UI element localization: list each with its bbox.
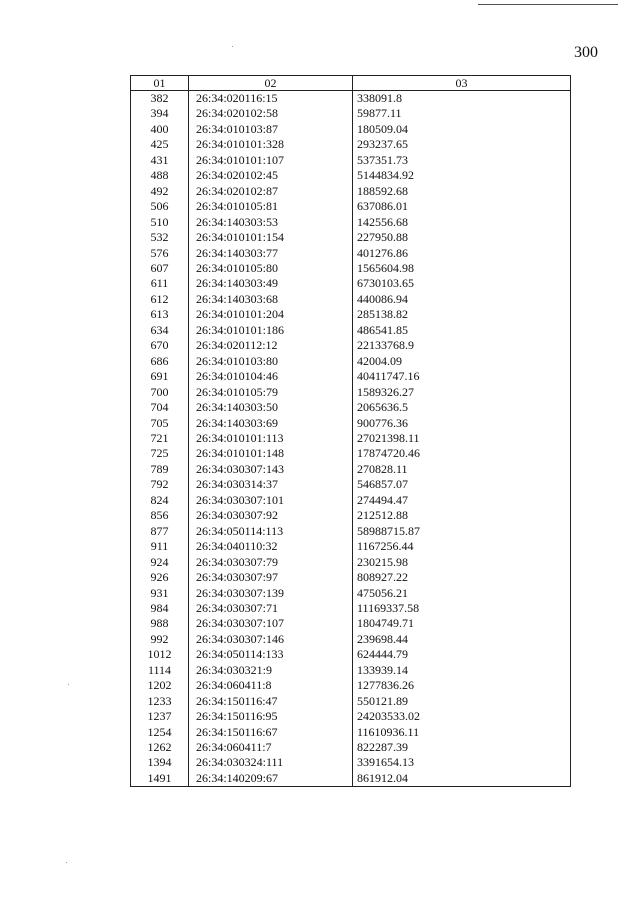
cadastral-number-cell: 26:34:010103:80 xyxy=(189,354,353,369)
table-row xyxy=(131,199,571,214)
table-row xyxy=(131,261,571,276)
cadastral-number-cell: 26:34:020116:15 xyxy=(189,91,353,107)
table-row xyxy=(131,647,571,662)
table-row xyxy=(131,524,571,539)
cadastral-number-cell: 26:34:010105:79 xyxy=(189,385,353,400)
row-number-cell: 691 xyxy=(131,369,189,384)
row-number-cell: 612 xyxy=(131,292,189,307)
row-number-cell: 1262 xyxy=(131,740,189,755)
value-cell: 1565604.98 xyxy=(353,261,571,276)
table-row xyxy=(131,338,571,353)
cadastral-number-cell: 26:34:010101:328 xyxy=(189,137,353,152)
cadastral-number-cell: 26:34:150116:95 xyxy=(189,709,353,724)
table-row xyxy=(131,446,571,461)
row-number-cell: 686 xyxy=(131,354,189,369)
scan-speck xyxy=(66,862,67,863)
table-row xyxy=(131,91,571,107)
cadastral-number-cell: 26:34:010101:154 xyxy=(189,230,353,245)
row-number-cell: 984 xyxy=(131,601,189,616)
row-number-cell: 510 xyxy=(131,215,189,230)
value-cell: 861912.04 xyxy=(353,771,571,787)
row-number-cell: 1012 xyxy=(131,647,189,662)
value-cell: 22133768.9 xyxy=(353,338,571,353)
value-cell: 285138.82 xyxy=(353,307,571,322)
value-cell: 212512.88 xyxy=(353,508,571,523)
table-row xyxy=(131,400,571,415)
row-number-cell: 613 xyxy=(131,307,189,322)
row-number-cell: 394 xyxy=(131,106,189,121)
row-number-cell: 1233 xyxy=(131,694,189,709)
row-number-cell: 634 xyxy=(131,323,189,338)
value-cell: 133939.14 xyxy=(353,663,571,678)
table-row xyxy=(131,106,571,121)
table-header xyxy=(131,76,571,91)
column-header-01: 01 xyxy=(131,76,189,91)
value-cell: 274494.47 xyxy=(353,493,571,508)
table-row xyxy=(131,431,571,446)
cadastral-number-cell: 26:34:010105:81 xyxy=(189,199,353,214)
table-row xyxy=(131,678,571,693)
table-row xyxy=(131,292,571,307)
cadastral-number-cell: 26:34:040110:32 xyxy=(189,539,353,554)
row-number-cell: 492 xyxy=(131,184,189,199)
table-row xyxy=(131,755,571,770)
row-number-cell: 1202 xyxy=(131,678,189,693)
cadastral-number-cell: 26:34:030324:111 xyxy=(189,755,353,770)
value-cell: 808927.22 xyxy=(353,570,571,585)
cadastral-number-cell: 26:34:140303:68 xyxy=(189,292,353,307)
value-cell: 2065636.5 xyxy=(353,400,571,415)
value-cell: 27021398.11 xyxy=(353,431,571,446)
row-number-cell: 725 xyxy=(131,446,189,461)
cadastral-number-cell: 26:34:140303:53 xyxy=(189,215,353,230)
table-body xyxy=(131,91,571,787)
cadastral-number-cell: 26:34:010105:80 xyxy=(189,261,353,276)
row-number-cell: 400 xyxy=(131,122,189,137)
row-number-cell: 700 xyxy=(131,385,189,400)
table-row xyxy=(131,539,571,554)
value-cell: 900776.36 xyxy=(353,416,571,431)
row-number-cell: 670 xyxy=(131,338,189,353)
cadastral-number-cell: 26:34:060411:7 xyxy=(189,740,353,755)
table-row xyxy=(131,184,571,199)
value-cell: 822287.39 xyxy=(353,740,571,755)
value-cell: 188592.68 xyxy=(353,184,571,199)
cadastral-number-cell: 26:34:010101:113 xyxy=(189,431,353,446)
table-row xyxy=(131,276,571,291)
cadastral-number-cell: 26:34:020102:45 xyxy=(189,168,353,183)
row-number-cell: 792 xyxy=(131,477,189,492)
table-row xyxy=(131,215,571,230)
value-cell: 40411747.16 xyxy=(353,369,571,384)
cadastral-number-cell: 26:34:030307:101 xyxy=(189,493,353,508)
row-number-cell: 856 xyxy=(131,508,189,523)
value-cell: 6730103.65 xyxy=(353,276,571,291)
table-row xyxy=(131,462,571,477)
value-cell: 1804749.71 xyxy=(353,616,571,631)
value-cell: 546857.07 xyxy=(353,477,571,492)
cadastral-number-cell: 26:34:030307:107 xyxy=(189,616,353,631)
value-cell: 338091.8 xyxy=(353,91,571,107)
row-number-cell: 721 xyxy=(131,431,189,446)
value-cell: 227950.88 xyxy=(353,230,571,245)
cadastral-number-cell: 26:34:010101:107 xyxy=(189,153,353,168)
cadastral-number-cell: 26:34:140303:50 xyxy=(189,400,353,415)
table-row xyxy=(131,168,571,183)
value-cell: 3391654.13 xyxy=(353,755,571,770)
table-row xyxy=(131,586,571,601)
row-number-cell: 576 xyxy=(131,246,189,261)
column-header-02: 02 xyxy=(189,76,353,91)
column-header-03: 03 xyxy=(353,76,571,91)
value-cell: 230215.98 xyxy=(353,555,571,570)
value-cell: 475056.21 xyxy=(353,586,571,601)
value-cell: 401276.86 xyxy=(353,246,571,261)
table-row xyxy=(131,246,571,261)
row-number-cell: 992 xyxy=(131,632,189,647)
top-rule xyxy=(478,4,618,5)
row-number-cell: 1114 xyxy=(131,663,189,678)
cadastral-number-cell: 26:34:010101:148 xyxy=(189,446,353,461)
cadastral-number-cell: 26:34:010104:46 xyxy=(189,369,353,384)
table-row xyxy=(131,137,571,152)
row-number-cell: 789 xyxy=(131,462,189,477)
row-number-cell: 532 xyxy=(131,230,189,245)
cadastral-number-cell: 26:34:030307:143 xyxy=(189,462,353,477)
cadastral-number-cell: 26:34:050114:133 xyxy=(189,647,353,662)
table-row xyxy=(131,694,571,709)
table-row xyxy=(131,369,571,384)
row-number-cell: 931 xyxy=(131,586,189,601)
value-cell: 293237.65 xyxy=(353,137,571,152)
row-number-cell: 431 xyxy=(131,153,189,168)
cadastral-number-cell: 26:34:030314:37 xyxy=(189,477,353,492)
table-row xyxy=(131,385,571,400)
row-number-cell: 607 xyxy=(131,261,189,276)
scan-speck xyxy=(68,684,69,685)
row-number-cell: 382 xyxy=(131,91,189,107)
value-cell: 11610936.11 xyxy=(353,725,571,740)
table-row xyxy=(131,570,571,585)
cadastral-number-cell: 26:34:010101:186 xyxy=(189,323,353,338)
value-cell: 59877.11 xyxy=(353,106,571,121)
table-row xyxy=(131,555,571,570)
table-row xyxy=(131,740,571,755)
value-cell: 440086.94 xyxy=(353,292,571,307)
scan-speck xyxy=(232,46,233,47)
table-row xyxy=(131,616,571,631)
table-row xyxy=(131,709,571,724)
cadastral-number-cell: 26:34:140209:67 xyxy=(189,771,353,787)
value-cell: 180509.04 xyxy=(353,122,571,137)
cadastral-number-cell: 26:34:010101:204 xyxy=(189,307,353,322)
row-number-cell: 488 xyxy=(131,168,189,183)
value-cell: 537351.73 xyxy=(353,153,571,168)
row-number-cell: 924 xyxy=(131,555,189,570)
cadastral-number-cell: 26:34:140303:49 xyxy=(189,276,353,291)
value-cell: 42004.09 xyxy=(353,354,571,369)
value-cell: 58988715.87 xyxy=(353,524,571,539)
cadastral-number-cell: 26:34:030307:79 xyxy=(189,555,353,570)
row-number-cell: 911 xyxy=(131,539,189,554)
table-row xyxy=(131,663,571,678)
value-cell: 1167256.44 xyxy=(353,539,571,554)
cadastral-number-cell: 26:34:150116:47 xyxy=(189,694,353,709)
row-number-cell: 926 xyxy=(131,570,189,585)
cadastral-number-cell: 26:34:050114:113 xyxy=(189,524,353,539)
page-number: 300 xyxy=(574,44,598,61)
row-number-cell: 1491 xyxy=(131,771,189,787)
table-row xyxy=(131,771,571,787)
value-cell: 11169337.58 xyxy=(353,601,571,616)
value-cell: 17874720.46 xyxy=(353,446,571,461)
table-row xyxy=(131,230,571,245)
cadastral-number-cell: 26:34:030307:146 xyxy=(189,632,353,647)
value-cell: 5144834.92 xyxy=(353,168,571,183)
cadastral-number-cell: 26:34:060411:8 xyxy=(189,678,353,693)
row-number-cell: 1237 xyxy=(131,709,189,724)
row-number-cell: 506 xyxy=(131,199,189,214)
value-cell: 624444.79 xyxy=(353,647,571,662)
table-row xyxy=(131,323,571,338)
cadastral-number-cell: 26:34:150116:67 xyxy=(189,725,353,740)
table-row xyxy=(131,307,571,322)
table-row xyxy=(131,354,571,369)
cadastral-number-cell: 26:34:140303:77 xyxy=(189,246,353,261)
cadastral-number-cell: 26:34:030321:9 xyxy=(189,663,353,678)
cadastral-number-cell: 26:34:140303:69 xyxy=(189,416,353,431)
table-row xyxy=(131,416,571,431)
table-row xyxy=(131,122,571,137)
value-cell: 270828.11 xyxy=(353,462,571,477)
cadastral-number-cell: 26:34:020102:87 xyxy=(189,184,353,199)
table-row xyxy=(131,725,571,740)
row-number-cell: 988 xyxy=(131,616,189,631)
row-number-cell: 611 xyxy=(131,276,189,291)
table-row xyxy=(131,601,571,616)
cadastral-number-cell: 26:34:030307:92 xyxy=(189,508,353,523)
value-cell: 24203533.02 xyxy=(353,709,571,724)
cadastral-number-cell: 26:34:030307:139 xyxy=(189,586,353,601)
table-row xyxy=(131,632,571,647)
row-number-cell: 1394 xyxy=(131,755,189,770)
data-table xyxy=(130,75,571,787)
cadastral-number-cell: 26:34:020102:58 xyxy=(189,106,353,121)
table-row xyxy=(131,508,571,523)
cadastral-number-cell: 26:34:030307:97 xyxy=(189,570,353,585)
cadastral-number-cell: 26:34:010103:87 xyxy=(189,122,353,137)
value-cell: 486541.85 xyxy=(353,323,571,338)
row-number-cell: 705 xyxy=(131,416,189,431)
table-row xyxy=(131,477,571,492)
cadastral-number-cell: 26:34:020112:12 xyxy=(189,338,353,353)
cadastral-number-cell: 26:34:030307:71 xyxy=(189,601,353,616)
value-cell: 550121.89 xyxy=(353,694,571,709)
value-cell: 142556.68 xyxy=(353,215,571,230)
row-number-cell: 704 xyxy=(131,400,189,415)
row-number-cell: 1254 xyxy=(131,725,189,740)
table-row xyxy=(131,153,571,168)
value-cell: 1589326.27 xyxy=(353,385,571,400)
value-cell: 239698.44 xyxy=(353,632,571,647)
row-number-cell: 877 xyxy=(131,524,189,539)
value-cell: 1277836.26 xyxy=(353,678,571,693)
row-number-cell: 425 xyxy=(131,137,189,152)
value-cell: 637086.01 xyxy=(353,199,571,214)
row-number-cell: 824 xyxy=(131,493,189,508)
table-row xyxy=(131,493,571,508)
